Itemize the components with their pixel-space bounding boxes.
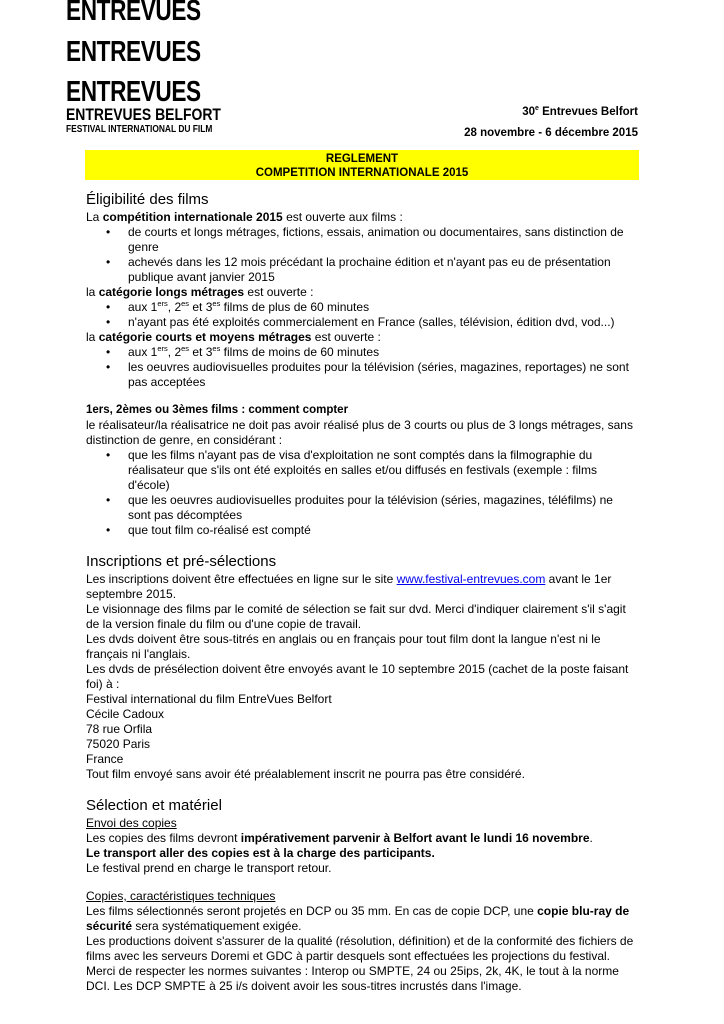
text: La	[86, 210, 103, 224]
text: aux 1	[128, 345, 158, 359]
inscriptions-warning: Tout film envoyé sans avoir été préalablement inscrit ne pourra pas être considéré.	[86, 767, 525, 781]
list-item: • que les films n'ayant pas de visa d'exploitation ne sont comptés dans la filmographie du réalisateur que s'ils ont été exploités en salles et/ou diffusés en festivals (exemple : films d'école)	[86, 448, 638, 493]
festival-logo	[66, 0, 201, 108]
list-item: • que les oeuvres audiovisuelles produites pour la télévision (séries, magazines, téléfilms) ne sont pas décomptées	[86, 493, 638, 523]
banner-line-1: REGLEMENT	[325, 153, 399, 165]
logo-stack	[66, 0, 201, 108]
copies-transport	[86, 846, 638, 861]
long-category-list	[86, 300, 638, 330]
text: aux 1	[128, 300, 158, 314]
text: et 3	[189, 300, 213, 314]
edition-title	[464, 102, 638, 123]
text: est ouverte :	[244, 285, 314, 299]
list-item	[86, 300, 638, 315]
text: .	[589, 831, 593, 845]
superscript: es	[181, 299, 190, 308]
list-item	[86, 345, 638, 360]
text: , 2	[167, 300, 182, 314]
counting-list	[86, 448, 638, 538]
inscriptions-heading: Inscriptions et pré-sélections	[86, 553, 277, 570]
short-category-list	[86, 345, 638, 390]
text: Les copies des films devront	[86, 831, 241, 845]
superscript: es	[212, 299, 221, 308]
text: sera systématiquement exigée.	[132, 919, 302, 933]
logo-word-top: ENTREVUES	[66, 0, 201, 27]
inscriptions-viewing: Le visionnage des films par le comité de sélection se fait sur dvd. Merci d'indiquer clairement s'il s'agit de la version finale du film ou d'une copie de travail.	[86, 602, 626, 631]
text: la	[86, 330, 99, 344]
edition-number: 30	[522, 106, 536, 118]
inscriptions-subtitles: Les dvds doivent être sous-titrés en anglais ou en français pour tout film dont la langue n'est ni le français ni l'anglais.	[86, 632, 601, 661]
text-bold: catégorie courts et moyens métrages	[98, 330, 312, 344]
superscript: ers	[157, 344, 168, 353]
technical-requirements: Les productions doivent s'assurer de la qualité (résolution, définition) et de la conformité des fichiers de films avec les serveurs Doremi et GDC à partir desquels sont effectuées les projections du festival. Merci de respecter les normes suivantes : Interop ou SMPTE, 24 ou 25ips, 2k, 4K, le tout à la norme DCI. Les DCP SMPTE à 25 i/s doivent avoir les sous-titres incrustés dans l'image.	[86, 934, 634, 993]
spacer	[86, 782, 638, 796]
spacer	[86, 876, 638, 889]
list-item: • de courts et longs métrages, fictions, essais, animation ou documentaires, sans distinction de genre	[86, 225, 638, 255]
edition-name: Entrevues Belfort	[538, 106, 638, 118]
banner-line-2: COMPETITION INTERNATIONALE 2015	[255, 167, 469, 179]
text: films de moins de 60 minutes	[220, 345, 380, 359]
edition-info	[464, 102, 638, 144]
text: Les films sélectionnés seront projetés en DCP ou 35 mm. En cas de copie DCP, une	[86, 904, 538, 918]
logo-word-middle: ENTREVUES	[66, 36, 201, 68]
spacer	[86, 390, 638, 403]
eligibility-list	[86, 225, 638, 285]
technical-subheading: Copies, caractéristiques techniques	[86, 889, 276, 903]
address-line: Festival international du film EntreVues Belfort	[86, 692, 332, 706]
inscriptions-online	[86, 572, 638, 602]
address-line: 78 rue Orfila	[86, 722, 153, 736]
festival-dates: 28 novembre - 6 décembre 2015	[464, 127, 638, 139]
text-bold: compétition internationale 2015	[102, 210, 283, 224]
text: et 3	[189, 345, 213, 359]
logo-festival-subtitle: FESTIVAL INTERNATIONAL DU FILM	[66, 123, 213, 135]
text-bold: Le transport aller des copies est à la charge des participants.	[86, 846, 435, 860]
short-category-intro	[86, 330, 638, 345]
superscript: es	[181, 344, 190, 353]
text-bold: copie blu-ray de sécurité	[86, 904, 630, 933]
address-line: Cécile Cadoux	[86, 707, 165, 721]
technical-formats	[86, 904, 638, 934]
text-bold: catégorie longs métrages	[98, 285, 245, 299]
text: la	[86, 285, 99, 299]
logo-word-bottom: ENTREVUES	[66, 76, 201, 108]
counting-heading: 1ers, 2èmes ou 3èmes films : comment compter	[86, 404, 349, 416]
copies-deadline	[86, 831, 638, 846]
list-item: • n'ayant pas été exploités commercialement en France (salles, télévision, édition dvd, vod...)	[86, 315, 638, 330]
list-item: • les oeuvres audiovisuelles produites pour la télévision (séries, magazines, reportages) ne sont pas acceptées	[86, 360, 638, 390]
address-line: 75020 Paris	[86, 737, 151, 751]
text: est ouverte :	[311, 330, 381, 344]
address-line: France	[86, 752, 124, 766]
logo-belfort: ENTREVUES BELFORT	[66, 105, 221, 124]
eligibility-intro	[86, 210, 638, 225]
text: est ouverte aux films :	[282, 210, 403, 224]
superscript: es	[212, 344, 221, 353]
text: , 2	[167, 345, 182, 359]
inscriptions-deadline: Les dvds de présélection doivent être envoyés avant le 10 septembre 2015 (cachet de la poste faisant foi) à :	[86, 662, 629, 691]
text-bold: impérativement parvenir à Belfort avant le lundi 16 novembre	[240, 831, 590, 845]
festival-website-link[interactable]: www.festival-entrevues.com	[396, 572, 546, 586]
copies-subheading: Envoi des copies	[86, 816, 177, 830]
list-item: • achevés dans les 12 mois précédant la prochaine édition et n'ayant pas eu de présentation publique avant janvier 2015	[86, 255, 638, 285]
document-body	[86, 190, 638, 994]
text: avant le 1er septembre 2015.	[86, 572, 612, 601]
long-category-intro	[86, 285, 638, 300]
superscript: ers	[157, 299, 168, 308]
text: films de plus de 60 minutes	[220, 300, 370, 314]
regulation-banner	[85, 150, 639, 180]
list-item: • que tout film co-réalisé est compté	[86, 523, 638, 538]
eligibility-heading: Éligibilité des films	[86, 191, 209, 208]
counting-intro: le réalisateur/la réalisatrice ne doit pas avoir réalisé plus de 3 courts ou plus de 3 longs métrages, sans distinction de genre, en considérant :	[86, 418, 633, 447]
copies-return: Le festival prend en charge le transport retour.	[86, 861, 332, 875]
text: Les inscriptions doivent être effectuées en ligne sur le site	[86, 572, 397, 586]
edition-suffix: e	[535, 105, 539, 113]
selection-heading: Sélection et matériel	[86, 797, 222, 814]
spacer	[86, 538, 638, 552]
